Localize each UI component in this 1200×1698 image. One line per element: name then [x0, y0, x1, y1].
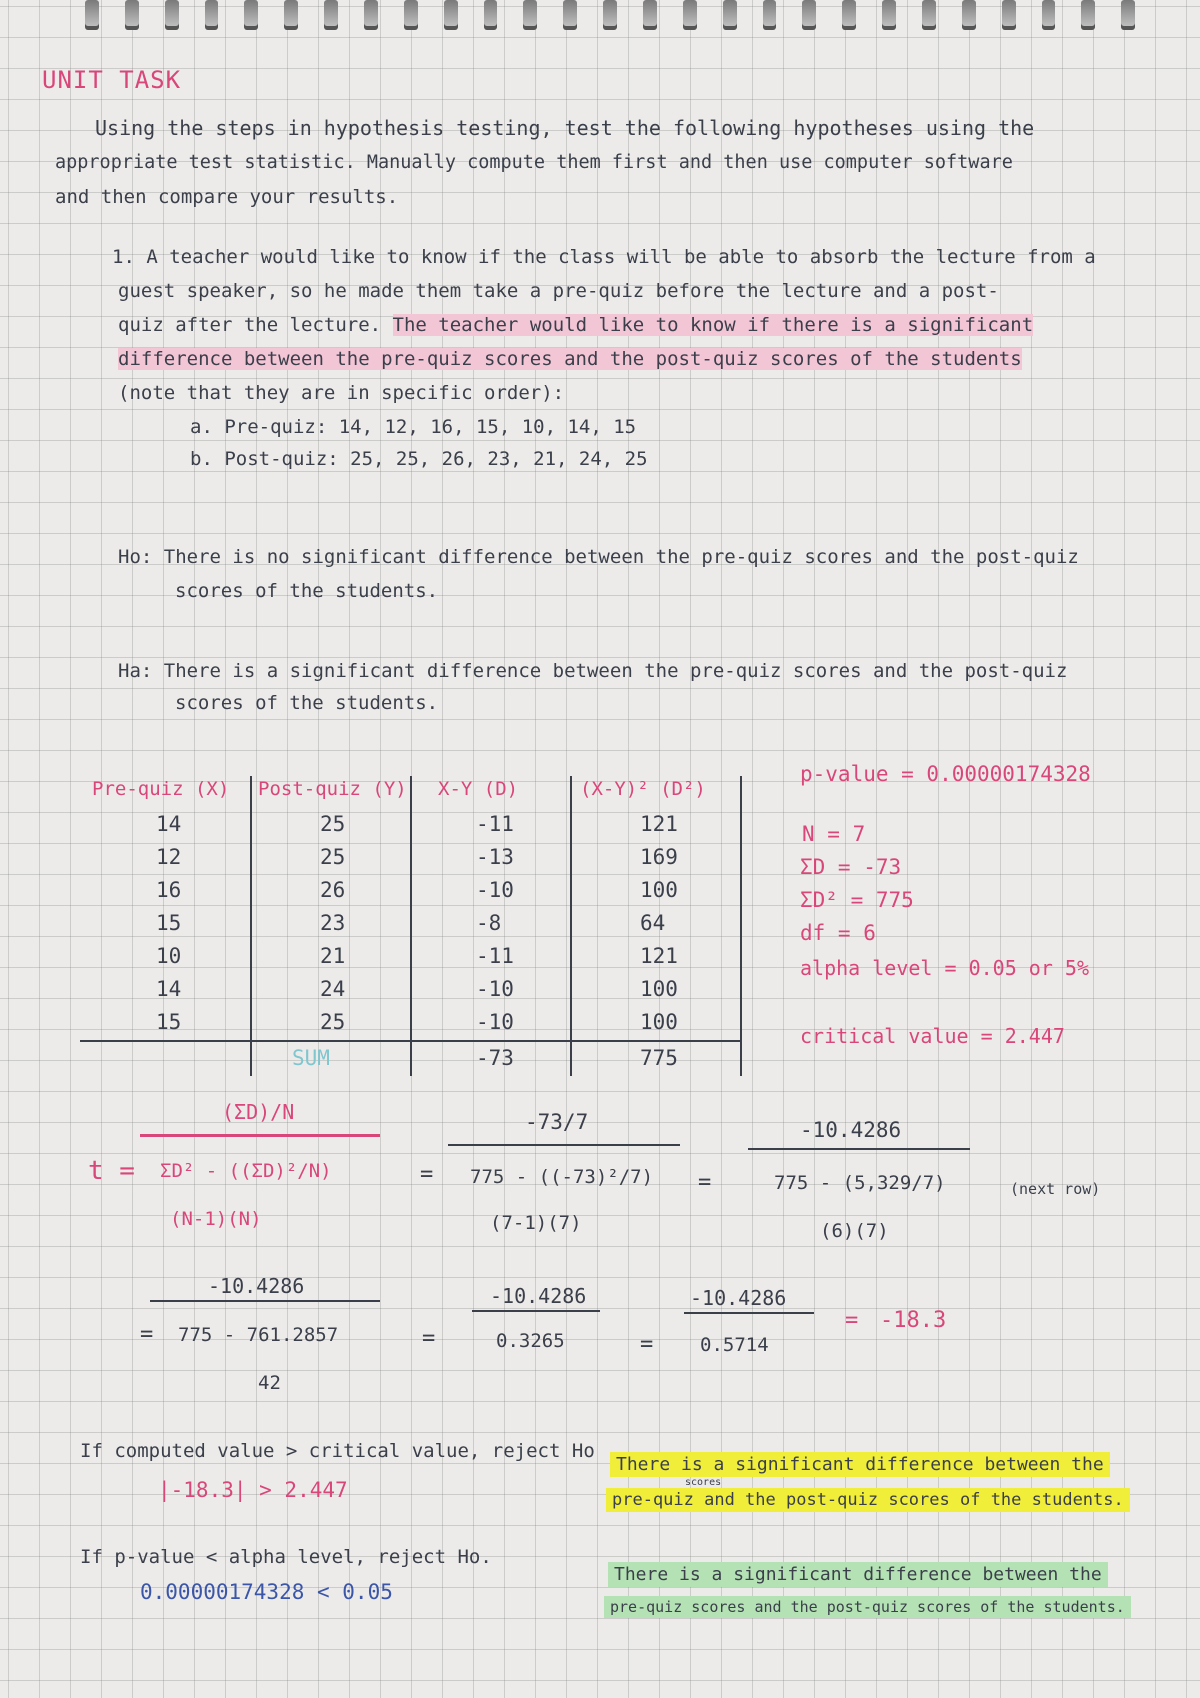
problem-line-4: difference between the pre-quiz scores and the post-quiz scores of the students — [118, 348, 1022, 370]
stat-df: df = 6 — [800, 921, 876, 945]
next-row-note: (next row) — [1010, 1180, 1101, 1198]
intro-line-2: appropriate test statistic. Manually compute them first and then use computer software — [55, 152, 1013, 173]
stat-n: N = 7 — [802, 822, 866, 846]
conclusion-1-line-1: There is a significant difference between the — [610, 1452, 1110, 1477]
formula-denominator-4a: 775 - 761.2857 — [178, 1324, 339, 1346]
intro-line-1: Using the steps in hypothesis testing, test the following hypotheses using the — [95, 116, 1035, 140]
problem-line-1: 1. A teacher would like to know if the class will be able to absorb the lecture from a — [112, 246, 1096, 268]
decision-compare-1: |-18.3| > 2.447 — [158, 1478, 348, 1502]
formula-numerator-2: -73/7 — [525, 1110, 589, 1134]
page-title: UNIT TASK — [42, 66, 182, 94]
table-header-post: Post-quiz (Y) — [258, 778, 407, 800]
equals-4: = — [422, 1326, 436, 1351]
decision-rule-1: If computed value > critical value, reject Ho — [80, 1440, 595, 1462]
problem-line-5: (note that they are in specific order): — [118, 382, 565, 404]
stat-sum-d2: ΣD² = 775 — [800, 888, 914, 912]
p-value: p-value = 0.00000174328 — [800, 762, 1091, 786]
decision-rule-2: If p-value < alpha level, reject Ho. — [80, 1546, 492, 1568]
stat-alpha: alpha level = 0.05 or 5% — [800, 956, 1089, 980]
equals-6: = — [845, 1308, 859, 1333]
formula-denominator-1b: (N-1)(N) — [170, 1208, 262, 1230]
formula-denominator-4b: 42 — [258, 1372, 281, 1394]
alt-hypothesis-line-2: scores of the students. — [175, 692, 439, 714]
formula-numerator-1: (ΣD)/N — [222, 1100, 295, 1124]
formula-denominator-3a: 775 - (5,329/7) — [774, 1172, 946, 1194]
formula-denominator-2b: (7-1)(7) — [490, 1212, 582, 1234]
formula-denominator-6: 0.5714 — [700, 1334, 769, 1356]
stat-sum-d: ΣD = -73 — [800, 855, 902, 879]
formula-numerator-3: -10.4286 — [800, 1118, 902, 1142]
intro-line-3: and then compare your results. — [55, 186, 399, 208]
sum-d: -73 — [476, 1046, 514, 1070]
equals-5: = — [640, 1332, 654, 1357]
spiral-binding — [85, 0, 1135, 40]
conclusion-1-note: scores — [685, 1477, 722, 1488]
problem-line-2: guest speaker, so he made them take a pre-quiz before the lecture and a post- — [118, 280, 999, 302]
t-result: -18.3 — [880, 1308, 947, 1333]
formula-numerator-5: -10.4286 — [490, 1284, 587, 1308]
equals-2: = — [698, 1170, 712, 1195]
table-header-diff: X-Y (D) — [438, 778, 519, 800]
table-header-pre: Pre-quiz (X) — [92, 778, 230, 800]
formula-denominator-1a: ΣD² - ((ΣD)²/N) — [160, 1160, 332, 1182]
pre-quiz-data: a. Pre-quiz: 14, 12, 16, 15, 10, 14, 15 — [190, 416, 637, 438]
alt-hypothesis-line-1: Ha: There is a significant difference between the pre-quiz scores and the post-quiz — [118, 660, 1068, 682]
formula-denominator-2a: 775 - ((-73)²/7) — [470, 1166, 654, 1188]
formula-numerator-6: -10.4286 — [690, 1286, 787, 1310]
decision-compare-2: 0.00000174328 < 0.05 — [140, 1580, 393, 1604]
sum-d2: 775 — [640, 1046, 678, 1070]
formula-numerator-4: -10.4286 — [208, 1274, 305, 1298]
t-label: t = — [88, 1156, 135, 1186]
conclusion-2-line-2: pre-quiz scores and the post-quiz scores of the students. — [604, 1596, 1131, 1618]
equals-1: = — [420, 1162, 434, 1187]
formula-denominator-5: 0.3265 — [496, 1330, 565, 1352]
problem-line-3: quiz after the lecture. The teacher would like to know if there is a significant — [118, 314, 1034, 336]
conclusion-1-line-2: pre-quiz and the post-quiz scores of the students. — [606, 1488, 1130, 1512]
sum-label: SUM — [292, 1046, 330, 1070]
post-quiz-data: b. Post-quiz: 25, 25, 26, 23, 21, 24, 25 — [190, 448, 648, 470]
null-hypothesis-line-2: scores of the students. — [175, 580, 439, 602]
stat-critical-value: critical value = 2.447 — [800, 1024, 1065, 1048]
formula-denominator-3b: (6)(7) — [820, 1220, 889, 1242]
conclusion-2-line-1: There is a significant difference between the — [608, 1562, 1108, 1587]
equals-3: = — [140, 1322, 154, 1347]
table-header-diff-sq: (X-Y)² (D²) — [580, 778, 706, 800]
null-hypothesis-line-1: Ho: There is no significant difference between the pre-quiz scores and the post-quiz — [118, 546, 1079, 568]
